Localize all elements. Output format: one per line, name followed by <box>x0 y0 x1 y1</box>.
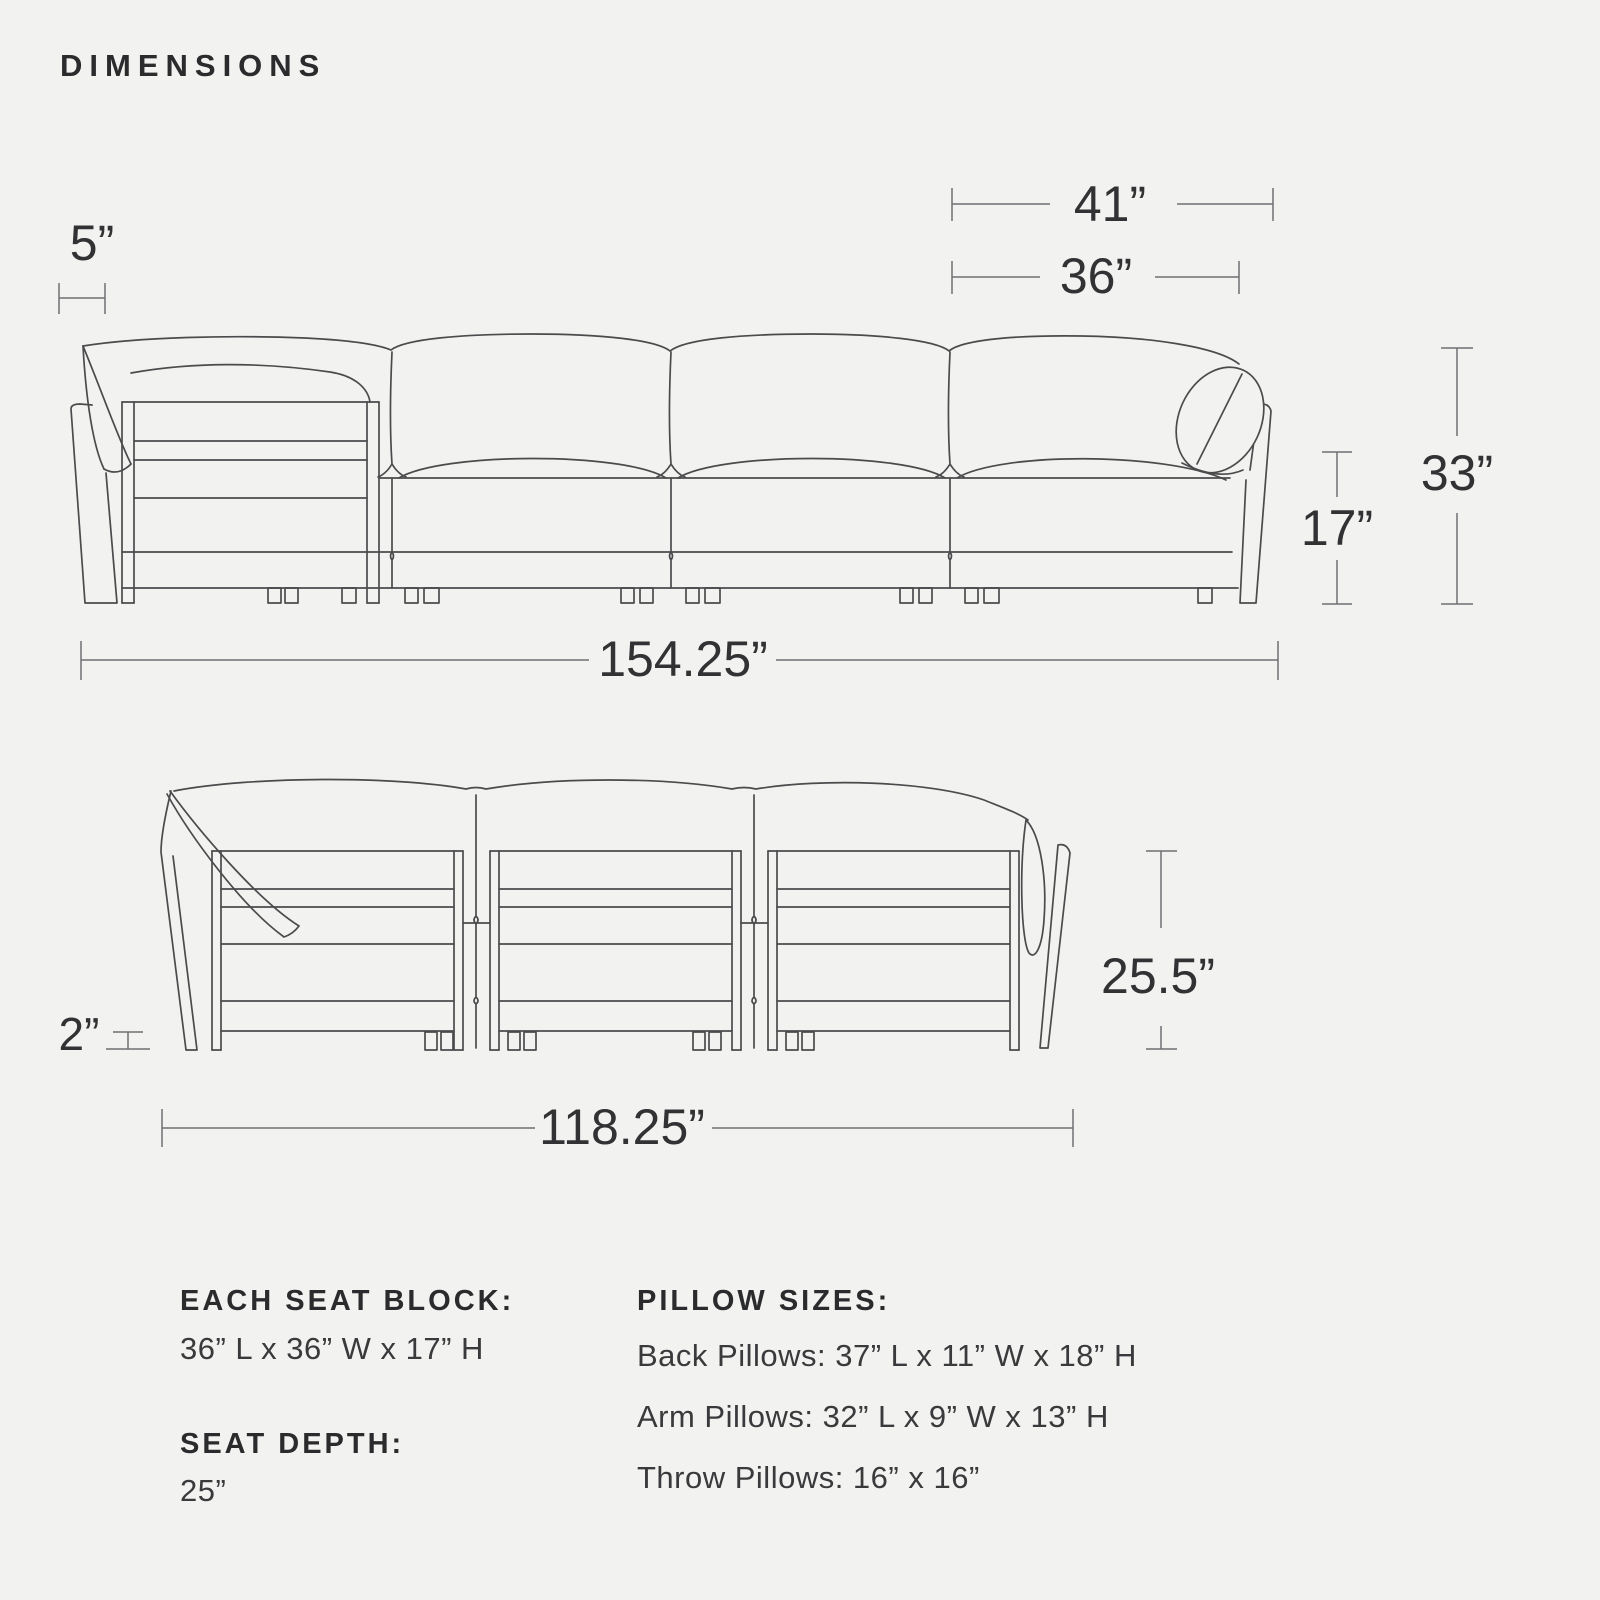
back-frame-1 <box>212 851 463 1050</box>
back-feet <box>425 1032 814 1050</box>
page-title: DIMENSIONS <box>60 48 327 83</box>
back-view-sofa <box>161 779 1070 1050</box>
dim-line-arm-width <box>59 283 105 314</box>
dim-label-seat-height: 17” <box>1300 500 1374 556</box>
back-left-arm <box>161 791 197 1050</box>
dim-label-overall-width-back: 118.25” <box>539 1099 705 1155</box>
dim-line-leg-height <box>106 1032 150 1049</box>
spec-value-seat-depth: 25” <box>180 1473 227 1508</box>
back-cushion-silhouette <box>174 779 1028 820</box>
spec-value-seat-block: 36” L x 36” W x 17” H <box>180 1331 484 1366</box>
spec-value-throw-pillows: Throw Pillows: 16” x 16” <box>637 1460 980 1495</box>
dim-label-leg-height: 2” <box>58 1008 100 1060</box>
spec-value-arm-pillows: Arm Pillows: 32” L x 9” W x 13” H <box>637 1399 1109 1434</box>
spec-heading-seat-block: EACH SEAT BLOCK: <box>180 1285 515 1317</box>
spec-heading-seat-depth: SEAT DEPTH: <box>180 1428 405 1460</box>
dim-label-overall-height: 33” <box>1420 445 1494 501</box>
front-wedge-cushion-base <box>104 464 131 472</box>
front-corner-frame <box>122 402 379 603</box>
spec-value-back-pillows: Back Pillows: 37” L x 11” W x 18” H <box>637 1338 1137 1373</box>
back-left-wedge <box>167 791 299 937</box>
front-view-sofa <box>71 334 1280 603</box>
back-gap-seams <box>463 795 768 1048</box>
dim-label-seat-block-width: 36” <box>1059 248 1133 304</box>
front-seat-cushions <box>399 459 1226 481</box>
dim-label-end-seat-with-arm: 41” <box>1073 176 1147 232</box>
front-base-band <box>122 552 1238 588</box>
back-frame-3 <box>768 851 1019 1050</box>
front-feet <box>268 588 1212 603</box>
back-right-bolster <box>1022 820 1045 955</box>
front-back-cushion-silhouette <box>83 334 1239 364</box>
front-left-arm <box>71 404 117 603</box>
dim-label-overall-width-front: 154.25” <box>598 631 768 687</box>
front-corner-cushion <box>131 365 370 402</box>
back-frame-2 <box>490 851 741 1050</box>
front-wedge-cushion <box>83 346 104 469</box>
dim-label-back-height: 25.5” <box>1101 948 1215 1004</box>
dim-label-arm-width: 5” <box>69 215 115 271</box>
spec-heading-pillow-sizes: PILLOW SIZES: <box>637 1285 891 1317</box>
